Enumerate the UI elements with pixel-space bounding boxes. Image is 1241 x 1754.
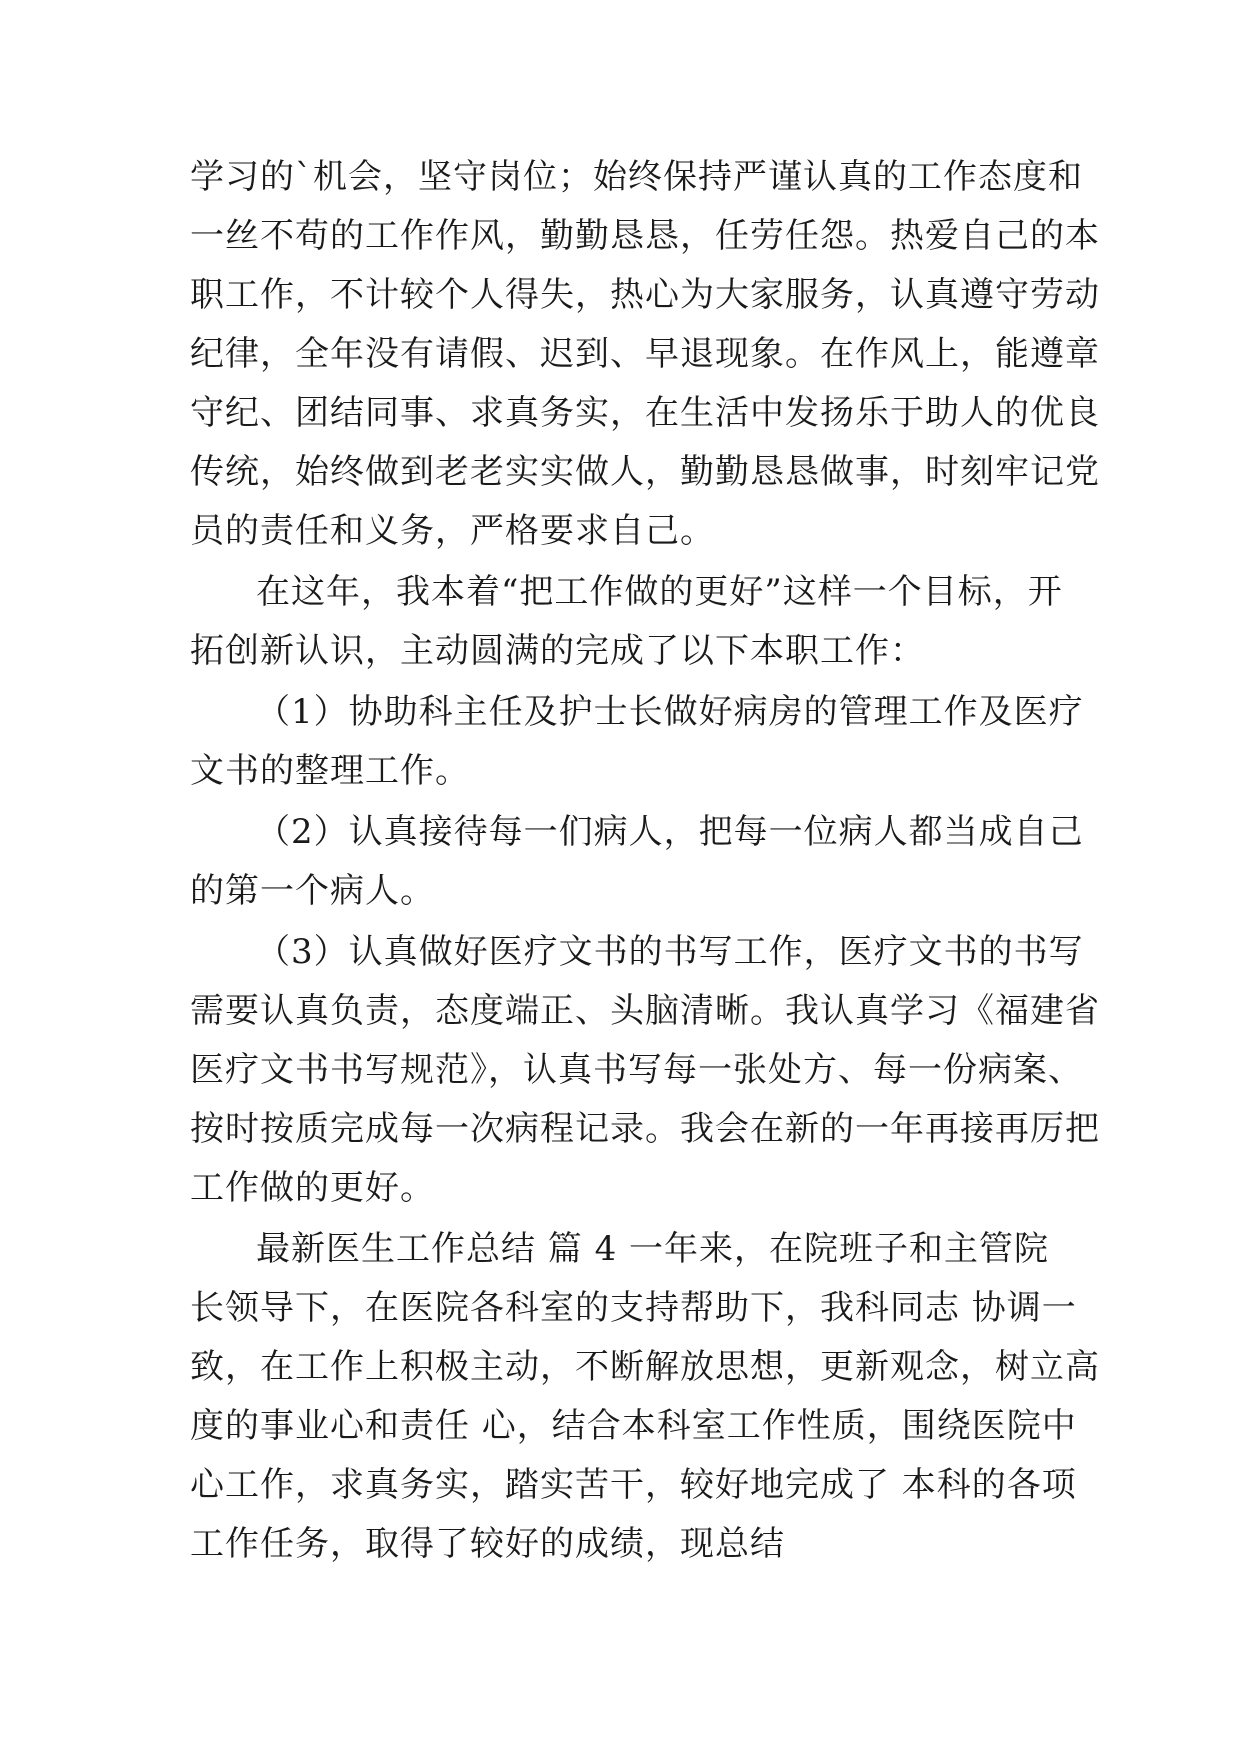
text-line: 员的责任和义务，严格要求自己。: [190, 511, 715, 551]
text-line: 传统，始终做到老老实实做人，勤勤恳恳做事，时刻牢记党: [190, 452, 1100, 492]
text-line: 需要认真负责，态度端正、头脑清晰。我认真学习《福建省: [190, 991, 1100, 1031]
text-line: 的第一个病人。: [190, 871, 435, 911]
text-line: 纪律，全年没有请假、迟到、早退现象。在作风上，能遵章: [190, 334, 1100, 374]
list-item-3-first-line: （3）认真做好医疗文书的书写工作，医疗文书的书写: [256, 932, 1084, 972]
text-line: 长领导下，在医院各科室的支持帮助下，我科同志 协调一: [190, 1288, 1077, 1328]
text-line: 守纪、团结同事、求真务实，在生活中发扬乐于助人的优良: [190, 393, 1100, 433]
text-line: 一丝不苟的工作作风，勤勤恳恳，任劳任怨。热爱自己的本: [190, 216, 1100, 256]
text-line: 度的事业心和责任 心，结合本科室工作性质，围绕医院中: [190, 1406, 1077, 1446]
text-line: 心工作，求真务实，踏实苦干，较好地完成了 本科的各项: [190, 1465, 1077, 1505]
list-item-2-first-line: （2）认真接待每一们病人，把每一位病人都当成自己: [256, 812, 1084, 852]
text-line: 拓创新认识，主动圆满的完成了以下本职工作：: [190, 631, 925, 671]
text-line: 致，在工作上积极主动，不断解放思想，更新观念，树立高: [190, 1347, 1100, 1387]
text-line: 职工作，不计较个人得失，热心为大家服务，认真遵守劳动: [190, 275, 1100, 315]
text-line: 文书的整理工作。: [190, 751, 470, 791]
text-line: 学习的`机会，坚守岗位；始终保持严谨认真的工作态度和: [190, 157, 1083, 197]
text-line: 工作做的更好。: [190, 1168, 435, 1208]
text-line: 医疗文书书写规范》，认真书写每一张处方、每一份病案、: [190, 1050, 1083, 1090]
section-heading-line: 最新医生工作总结 篇 4 一年来，在院班子和主管院: [256, 1229, 1050, 1269]
paragraph-first-line: 在这年，我本着“把工作做的更好”这样一个目标，开: [256, 572, 1063, 612]
list-item-1-first-line: （1）协助科主任及护士长做好病房的管理工作及医疗: [256, 692, 1084, 732]
text-line: 按时按质完成每一次病程记录。我会在新的一年再接再厉把: [190, 1109, 1100, 1149]
text-line: 工作任务，取得了较好的成绩，现总结: [190, 1524, 785, 1564]
